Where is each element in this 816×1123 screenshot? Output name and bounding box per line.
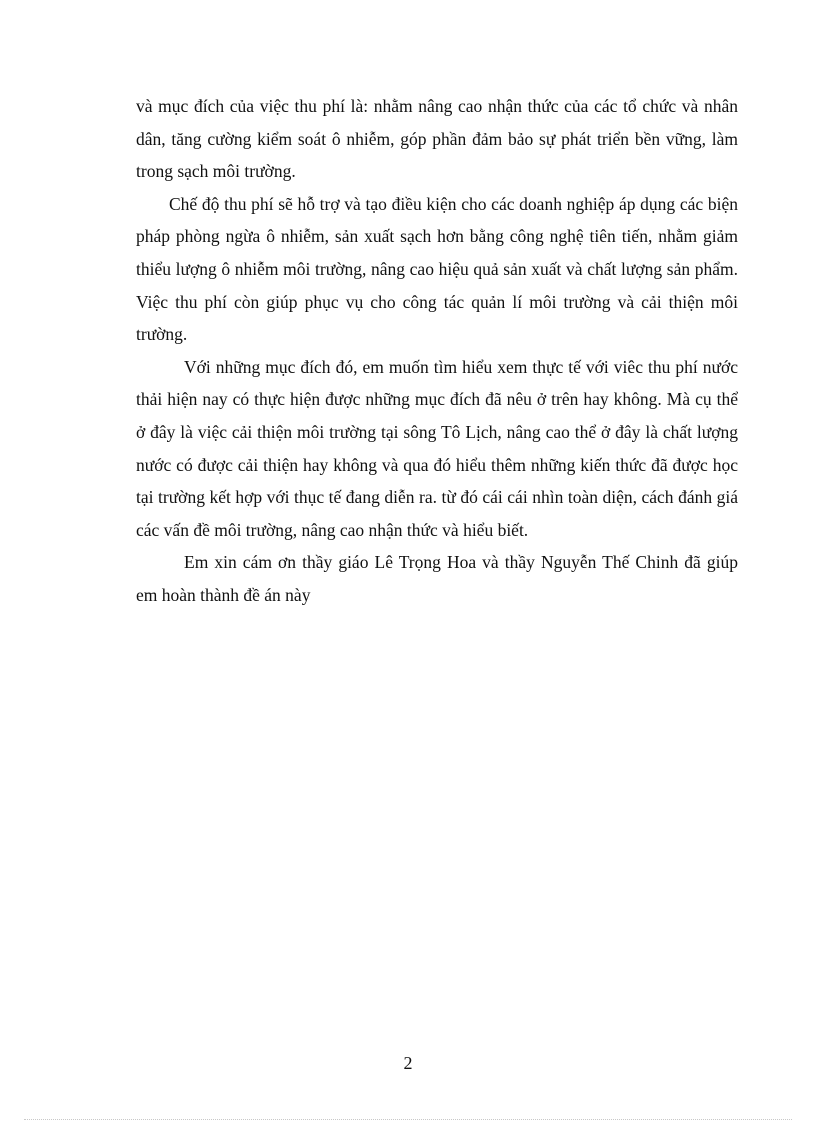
body-text	[136, 90, 738, 612]
paragraph-2: Chế độ thu phí sẽ hỗ trợ và tạo điều kiện cho các doanh nghiệp áp dụng các biện pháp phòng ngừa ô nhiễm, sản xuất sạch hơn bằng công nghệ tiên tiến, nhằm giảm thiểu lượng ô nhiễm môi trường, nâng cao hiệu quả sản xuất và chất lượng sản phẩm. Việc thu phí còn giúp phục vụ cho công tác quản lí môi trường và cải thiện môi trường.	[136, 193, 738, 345]
paragraph-1: và mục đích của việc thu phí là: nhằm nâng cao nhận thức của các tổ chức và nhân dân, tăng cường kiểm soát ô nhiễm, góp phần đảm bảo sự phát triển bền vững, làm trong sạch môi trường.	[136, 96, 738, 182]
footer-dotted-rule	[24, 1119, 792, 1120]
paragraph-3: Với những mục đích đó, em muốn tìm hiểu xem thực tế với viêc thu phí nước thải hiện nay có thực hiện được những mục đích đã nêu ở trên hay không. Mà cụ thể ở đây là việc cải thiện môi trường tại sông Tô Lịch, nâng cao thể ở đây là chất lượng nước có được cải thiện hay không và qua đó hiểu thêm những kiến thức đã được học tại trường kết hợp với thục tế đang diễn ra. từ đó cái cái nhìn toàn diện, cách đánh giá các vấn đề môi trường, nâng cao nhận thức và hiểu biết.	[136, 356, 738, 540]
paragraph-4: Em xin cám ơn thầy giáo Lê Trọng Hoa và thầy Nguyễn Thế Chinh đã giúp em hoàn thành đề án này	[136, 552, 738, 605]
page-number: 2	[403, 1053, 413, 1073]
